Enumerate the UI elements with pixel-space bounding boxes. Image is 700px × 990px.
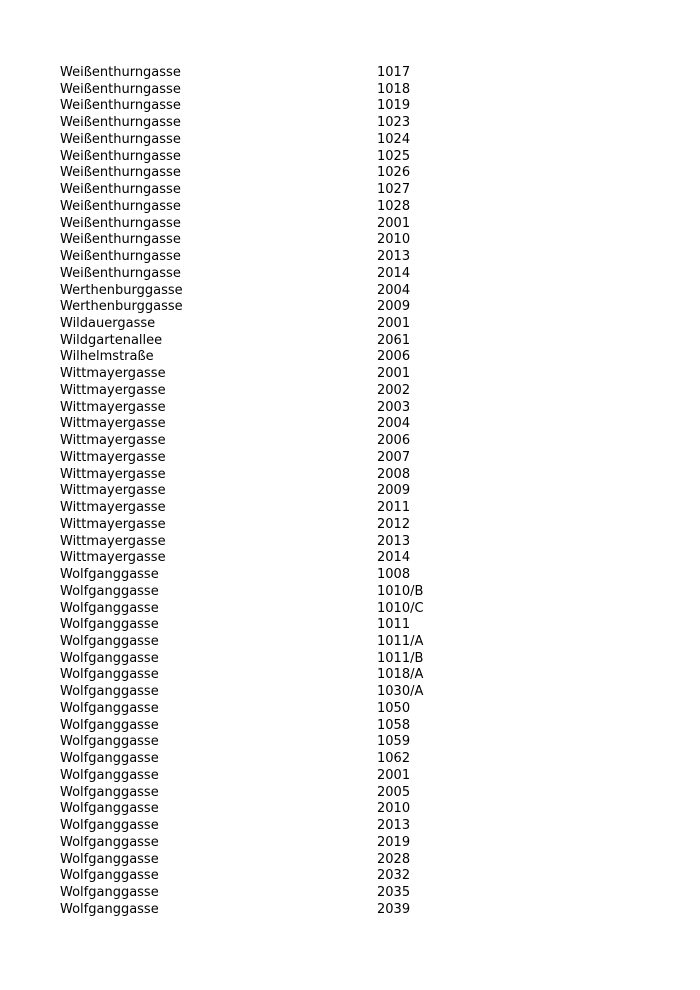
street-name-cell: Weißenthurngasse bbox=[60, 165, 181, 181]
street-name-cell: Wittmayergasse bbox=[60, 366, 166, 382]
street-name-cell: Wittmayergasse bbox=[60, 466, 166, 482]
table-row bbox=[60, 818, 480, 835]
table-row bbox=[60, 433, 480, 450]
table-row bbox=[60, 182, 480, 199]
street-name-cell: Wolfganggasse bbox=[60, 801, 159, 817]
street-name-cell: Weißenthurngasse bbox=[60, 98, 181, 114]
house-number-cell: 2001 bbox=[377, 366, 411, 382]
house-number-cell: 2005 bbox=[377, 784, 411, 800]
house-number-cell: 2035 bbox=[377, 884, 411, 900]
street-name-cell: Wolfganggasse bbox=[60, 700, 159, 716]
street-name-cell: Wildgartenallee bbox=[60, 332, 163, 348]
street-name-cell: Wolfganggasse bbox=[60, 617, 159, 633]
table-row bbox=[60, 667, 480, 684]
street-name-cell: Wolfganggasse bbox=[60, 868, 159, 884]
street-name-cell: Weißenthurngasse bbox=[60, 182, 181, 198]
house-number-cell: 2001 bbox=[377, 316, 411, 332]
street-name-cell: Wolfganggasse bbox=[60, 583, 159, 599]
table-row bbox=[60, 199, 480, 216]
house-number-cell: 2004 bbox=[377, 416, 411, 432]
table-row bbox=[60, 550, 480, 567]
street-name-cell: Weißenthurngasse bbox=[60, 65, 181, 80]
street-name-cell: Wolfganggasse bbox=[60, 633, 159, 649]
table-row bbox=[60, 216, 480, 233]
table-row bbox=[60, 617, 480, 634]
street-name-cell: Weißenthurngasse bbox=[60, 148, 181, 164]
table-row bbox=[60, 366, 480, 383]
house-number-cell: 1026 bbox=[377, 165, 411, 181]
table-row bbox=[60, 734, 480, 751]
house-number-cell: 1050 bbox=[377, 700, 411, 716]
house-number-cell: 1018 bbox=[377, 81, 411, 97]
table-row bbox=[60, 249, 480, 266]
table-row bbox=[60, 132, 480, 149]
street-name-cell: Wolfganggasse bbox=[60, 851, 159, 867]
house-number-cell: 1024 bbox=[377, 131, 411, 147]
house-number-cell: 2013 bbox=[377, 249, 411, 265]
street-name-cell: Wolfganggasse bbox=[60, 784, 159, 800]
table-row bbox=[60, 701, 480, 718]
house-number-cell: 1019 bbox=[377, 98, 411, 114]
house-number-cell: 1008 bbox=[377, 567, 411, 583]
street-name-cell: Weißenthurngasse bbox=[60, 81, 181, 97]
street-name-cell: Wolfganggasse bbox=[60, 600, 159, 616]
street-name-cell: Weißenthurngasse bbox=[60, 131, 181, 147]
table-row bbox=[60, 751, 480, 768]
table-row bbox=[60, 98, 480, 115]
street-number-table bbox=[60, 65, 480, 918]
house-number-cell: 2009 bbox=[377, 483, 411, 499]
house-number-cell: 2010 bbox=[377, 232, 411, 248]
house-number-cell: 2009 bbox=[377, 299, 411, 315]
street-name-cell: Wittmayergasse bbox=[60, 483, 166, 499]
house-number-cell: 2001 bbox=[377, 215, 411, 231]
street-name-cell: Wolfganggasse bbox=[60, 567, 159, 583]
house-number-cell: 2013 bbox=[377, 818, 411, 834]
street-name-cell: Wolfganggasse bbox=[60, 667, 159, 683]
table-row bbox=[60, 601, 480, 618]
house-number-cell: 2019 bbox=[377, 834, 411, 850]
table-row bbox=[60, 82, 480, 99]
street-name-cell: Wolfganggasse bbox=[60, 884, 159, 900]
table-row bbox=[60, 283, 480, 300]
table-row bbox=[60, 718, 480, 735]
street-name-cell: Weißenthurngasse bbox=[60, 265, 181, 281]
house-number-cell: 1062 bbox=[377, 751, 411, 767]
house-number-cell: 2061 bbox=[377, 332, 411, 348]
street-name-cell: Weißenthurngasse bbox=[60, 198, 181, 214]
table-row bbox=[60, 801, 480, 818]
house-number-cell: 2007 bbox=[377, 449, 411, 465]
street-name-cell: Weißenthurngasse bbox=[60, 115, 181, 131]
table-row bbox=[60, 232, 480, 249]
street-name-cell: Wittmayergasse bbox=[60, 382, 166, 398]
street-name-cell: Weißenthurngasse bbox=[60, 249, 181, 265]
house-number-cell: 2006 bbox=[377, 433, 411, 449]
house-number-cell: 1017 bbox=[377, 65, 411, 80]
table-row bbox=[60, 416, 480, 433]
table-row bbox=[60, 517, 480, 534]
table-row bbox=[60, 165, 480, 182]
street-name-cell: Wolfganggasse bbox=[60, 901, 159, 917]
table-row bbox=[60, 852, 480, 869]
table-row bbox=[60, 868, 480, 885]
street-name-cell: Wittmayergasse bbox=[60, 399, 166, 415]
table-row bbox=[60, 483, 480, 500]
house-number-cell: 1025 bbox=[377, 148, 411, 164]
street-name-cell: Wolfganggasse bbox=[60, 684, 159, 700]
house-number-cell: 1011/B bbox=[377, 650, 424, 666]
street-name-cell: Wolfganggasse bbox=[60, 734, 159, 750]
table-row bbox=[60, 467, 480, 484]
table-row bbox=[60, 333, 480, 350]
house-number-cell: 2008 bbox=[377, 466, 411, 482]
house-number-cell: 1018/A bbox=[377, 667, 424, 683]
house-number-cell: 2028 bbox=[377, 851, 411, 867]
table-row bbox=[60, 500, 480, 517]
table-row bbox=[60, 115, 480, 132]
table-row bbox=[60, 65, 480, 82]
house-number-cell: 1023 bbox=[377, 115, 411, 131]
house-number-cell: 2004 bbox=[377, 282, 411, 298]
street-name-cell: Wittmayergasse bbox=[60, 550, 166, 566]
house-number-cell: 1010/C bbox=[377, 600, 424, 616]
table-row bbox=[60, 684, 480, 701]
table-row bbox=[60, 534, 480, 551]
house-number-cell: 2014 bbox=[377, 550, 411, 566]
table-row bbox=[60, 149, 480, 166]
table-row bbox=[60, 400, 480, 417]
street-name-cell: Weißenthurngasse bbox=[60, 232, 181, 248]
table-row bbox=[60, 266, 480, 283]
house-number-cell: 2013 bbox=[377, 533, 411, 549]
street-name-cell: Wolfganggasse bbox=[60, 834, 159, 850]
table-row bbox=[60, 299, 480, 316]
street-name-cell: Wittmayergasse bbox=[60, 533, 166, 549]
street-name-cell: Wildauergasse bbox=[60, 316, 156, 332]
house-number-cell: 1030/A bbox=[377, 684, 424, 700]
table-row bbox=[60, 567, 480, 584]
house-number-cell: 1058 bbox=[377, 717, 411, 733]
table-row bbox=[60, 584, 480, 601]
house-number-cell: 2003 bbox=[377, 399, 411, 415]
street-name-cell: Wittmayergasse bbox=[60, 500, 166, 516]
house-number-cell: 2012 bbox=[377, 516, 411, 532]
house-number-cell: 2014 bbox=[377, 265, 411, 281]
street-name-cell: Weißenthurngasse bbox=[60, 215, 181, 231]
house-number-cell: 2002 bbox=[377, 382, 411, 398]
street-name-cell: Wittmayergasse bbox=[60, 416, 166, 432]
table-row bbox=[60, 885, 480, 902]
house-number-cell: 2011 bbox=[377, 500, 411, 516]
street-name-cell: Wolfganggasse bbox=[60, 650, 159, 666]
table-row bbox=[60, 450, 480, 467]
house-number-cell: 2006 bbox=[377, 349, 411, 365]
table-row bbox=[60, 768, 480, 785]
table-row bbox=[60, 785, 480, 802]
house-number-cell: 2010 bbox=[377, 801, 411, 817]
house-number-cell: 1010/B bbox=[377, 583, 424, 599]
house-number-cell: 1059 bbox=[377, 734, 411, 750]
table-row bbox=[60, 316, 480, 333]
street-name-cell: Wittmayergasse bbox=[60, 433, 166, 449]
house-number-cell: 1011/A bbox=[377, 633, 424, 649]
street-name-cell: Wittmayergasse bbox=[60, 449, 166, 465]
house-number-cell: 2001 bbox=[377, 767, 411, 783]
street-name-cell: Wolfganggasse bbox=[60, 767, 159, 783]
street-name-cell: Werthenburggasse bbox=[60, 299, 183, 315]
street-name-cell: Wolfganggasse bbox=[60, 717, 159, 733]
house-number-cell: 2032 bbox=[377, 868, 411, 884]
street-name-cell: Wilhelmstraße bbox=[60, 349, 154, 365]
table-row bbox=[60, 349, 480, 366]
table-row bbox=[60, 651, 480, 668]
house-number-cell: 1011 bbox=[377, 617, 411, 633]
house-number-cell: 1027 bbox=[377, 182, 411, 198]
table-row bbox=[60, 902, 480, 919]
street-name-cell: Wolfganggasse bbox=[60, 818, 159, 834]
house-number-cell: 2039 bbox=[377, 901, 411, 917]
table-row bbox=[60, 835, 480, 852]
street-name-cell: Wolfganggasse bbox=[60, 751, 159, 767]
table-row bbox=[60, 634, 480, 651]
house-number-cell: 1028 bbox=[377, 198, 411, 214]
street-name-cell: Werthenburggasse bbox=[60, 282, 183, 298]
street-name-cell: Wittmayergasse bbox=[60, 516, 166, 532]
table-row bbox=[60, 383, 480, 400]
